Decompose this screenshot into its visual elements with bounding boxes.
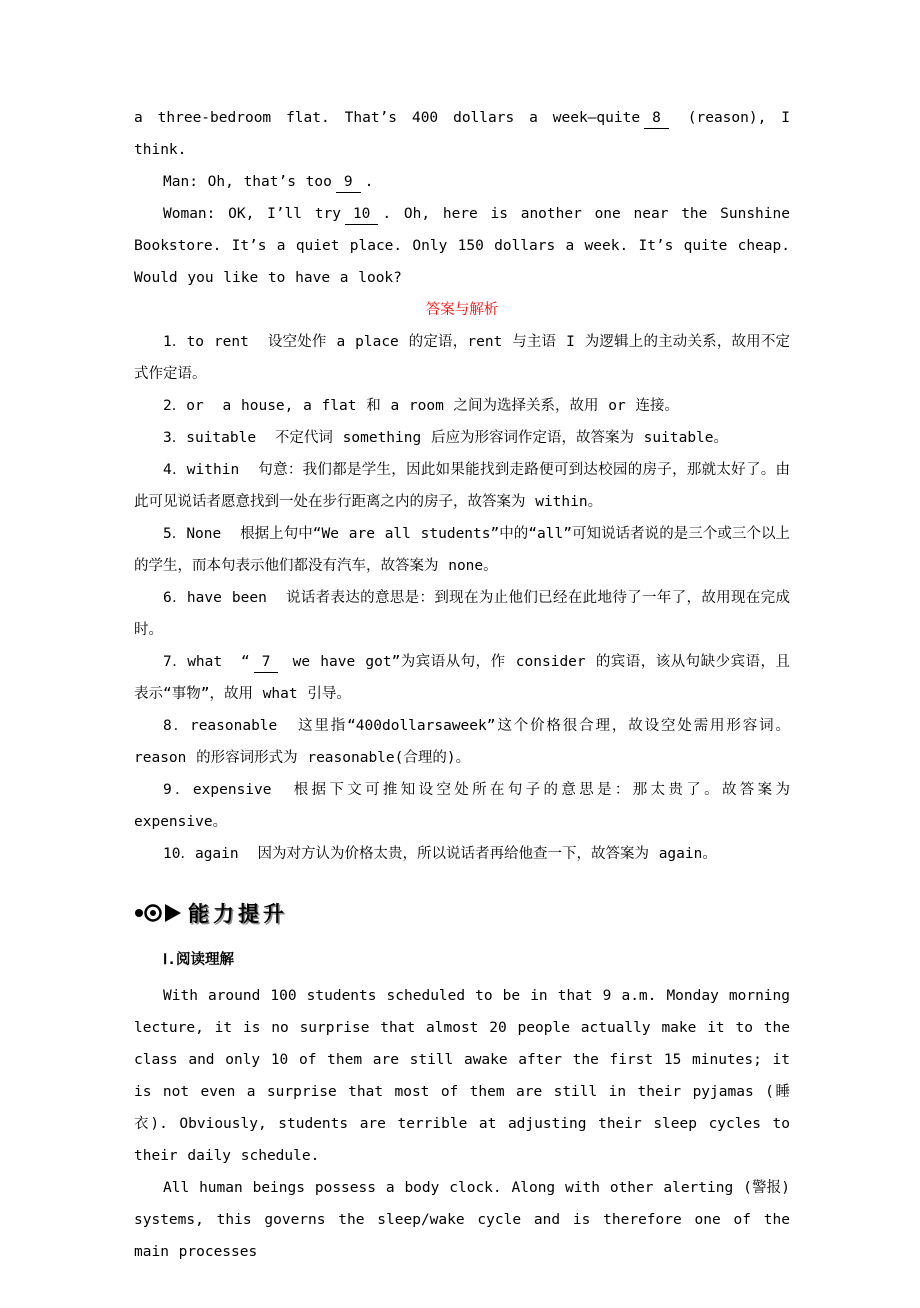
blank-answer: 8 bbox=[644, 108, 669, 129]
answer-item bbox=[134, 454, 790, 518]
blank-answer: 10 bbox=[345, 204, 378, 225]
text-run: 不定代词 something 后应为形容词作定语，故答案为 suitable。 bbox=[274, 430, 729, 446]
text-run: 这里指“400dollarsaweek”这个价格很合理，故设空处需用形容词。reason 的形容词形式为 reasonable(合理的)。 bbox=[134, 718, 791, 766]
answer-item bbox=[134, 646, 790, 710]
reading-passage bbox=[134, 980, 790, 1268]
text-run: we have got”为宾语从句，作 consider 的宾语，该从句缺少宾语，且表示“事物”，故用 what 引导。 bbox=[134, 654, 790, 702]
blank-answer: 9 bbox=[336, 172, 361, 193]
answer-number: 4． bbox=[163, 462, 187, 478]
answer-number: 3． bbox=[163, 430, 187, 446]
reading-section-label: Ⅰ.阅读理解 bbox=[163, 952, 235, 968]
answer-number: 9． bbox=[163, 782, 193, 798]
section-header bbox=[134, 898, 790, 928]
answer-word: expensive bbox=[192, 782, 272, 798]
answer-word: have been bbox=[186, 590, 267, 606]
section-title: 能力提升 bbox=[188, 902, 288, 926]
answer-number: 10． bbox=[163, 846, 195, 862]
text-run: 设空处作 a place 的定语，rent 与主语 I 为逻辑上的主动关系，故用不定式作定语。 bbox=[134, 334, 791, 382]
text-run: 说话者表达的意思是：到现在为止他们已经在此地待了一年了，故用现在完成时。 bbox=[134, 590, 790, 638]
answer-word: reasonable bbox=[189, 718, 278, 734]
answer-number: 8． bbox=[163, 718, 190, 734]
text-run: “ bbox=[240, 654, 250, 670]
answer-number: 6． bbox=[163, 590, 187, 606]
text-run: 根据上句中“We are all students”中的“all”可知说话者说的是三个或三个以上的学生，而本句表示他们都没有汽车，故答案为 none。 bbox=[134, 526, 790, 574]
answer-word: suitable bbox=[186, 430, 257, 446]
answer-word: to rent bbox=[186, 334, 249, 350]
text-run: 因为对方认为价格太贵，所以说话者再给他查一下，故答案为 again。 bbox=[257, 846, 717, 862]
answer-word: what bbox=[187, 654, 223, 670]
answer-item bbox=[134, 838, 790, 870]
answer-item bbox=[134, 582, 790, 646]
answer-number: 2． bbox=[163, 398, 187, 414]
text-run: 句意：我们都是学生，因此如果能找到走路便可到达校园的房子，那就太好了。由此可见说话者愿意找到一处在步行距离之内的房子，故答案为 within。 bbox=[134, 462, 791, 510]
dialogue-paragraph bbox=[134, 166, 790, 198]
dialogue-paragraph bbox=[134, 198, 790, 294]
answer-word: within bbox=[186, 462, 240, 478]
answer-item bbox=[134, 518, 790, 582]
text-run: . Oh, here is another one near the Sunshine Bookstore. It’s a quiet place. Only 150 dollars a week. It’s quite cheap. Would you like to have a look? bbox=[134, 206, 790, 286]
answer-number: 7． bbox=[163, 654, 188, 670]
answer-word: None bbox=[186, 526, 222, 542]
dialogue-block bbox=[134, 102, 790, 294]
text-run: Woman: OK, I’ll try bbox=[163, 206, 341, 222]
text-run: a house, a flat 和 a room 之间为选择关系，故用 or 连接。 bbox=[222, 398, 679, 414]
text-run: 根据下文可推知设空处所在句子的意思是：那太贵了。故答案为 expensive。 bbox=[134, 782, 790, 830]
answers-heading: 答案与解析 bbox=[425, 302, 499, 318]
answer-word: again bbox=[194, 846, 239, 862]
text-run: Man: Oh, that’s too bbox=[163, 174, 332, 190]
answer-number: 1． bbox=[163, 334, 187, 350]
answer-word: or bbox=[186, 398, 204, 414]
text-run: (reason), I think. bbox=[134, 110, 790, 158]
blank-answer: 7 bbox=[254, 652, 279, 673]
answer-item bbox=[134, 422, 790, 454]
answers-list bbox=[134, 326, 790, 870]
reading-paragraph: All human beings possess a body clock. Along with other alerting (警报) systems, this governs the sleep/wake cycle and is therefore one of the main processes bbox=[134, 1180, 790, 1260]
answer-item bbox=[134, 390, 790, 422]
answer-item bbox=[134, 710, 790, 774]
text-run: . bbox=[364, 174, 374, 190]
answer-item bbox=[134, 326, 790, 390]
answer-item bbox=[134, 774, 790, 838]
dialogue-paragraph bbox=[134, 102, 790, 166]
section-marker-icon bbox=[134, 901, 182, 925]
answer-number: 5． bbox=[163, 526, 187, 542]
text-run: a three-bedroom flat. That’s 400 dollars a week—quite bbox=[134, 110, 641, 126]
reading-paragraph: With around 100 students scheduled to be in that 9 a.m. Monday morning lecture, it is no surprise that almost 20 people actually make it to the class and only 10 of them are still awake after the first 15 minutes; it is not even a surprise that most of them are still in their pyjamas (睡衣). Obviously, students are terrible at adjusting their sleep cycles to their daily schedule. bbox=[134, 988, 790, 1164]
